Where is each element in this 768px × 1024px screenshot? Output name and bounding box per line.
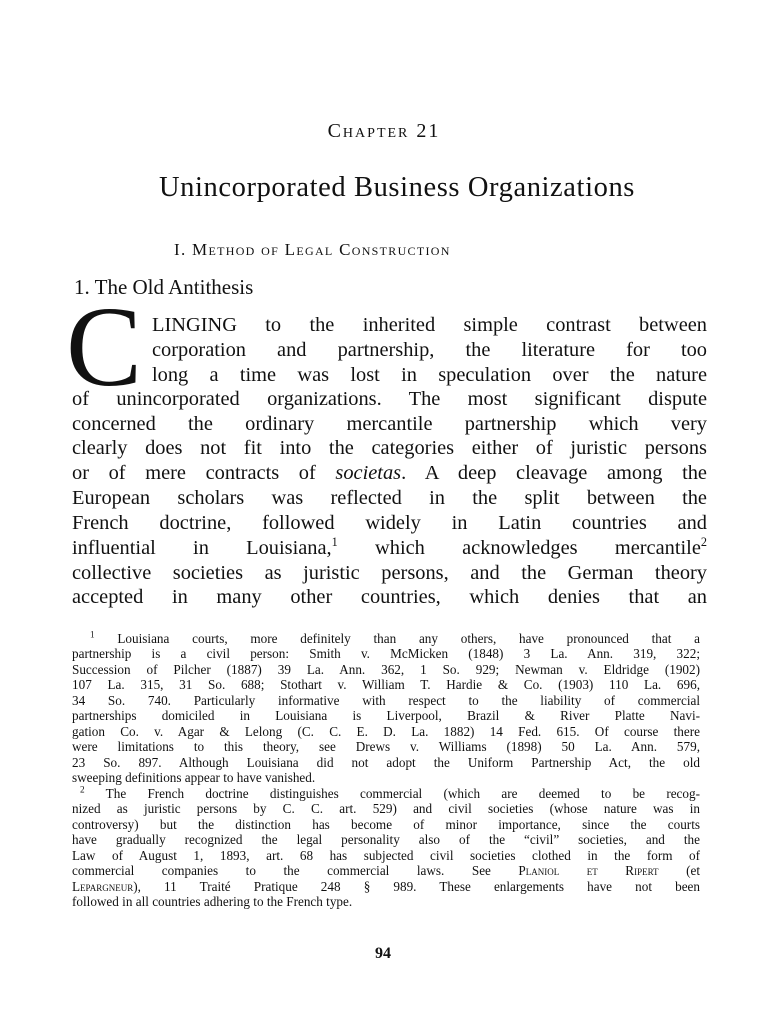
body-line: long a time was lost in speculation over the nature xyxy=(152,364,707,386)
footnote-line xyxy=(80,786,700,802)
footnote-line: Law of August 1, 1893, art. 68 has subjected civil societies clothed in the form of xyxy=(72,848,700,863)
footnote-line: partnership is a civil person: Smith v. McMicken (1848) 3 La. Ann. 319, 322; xyxy=(72,646,700,661)
body-line: concerned the ordinary mercantile partnership which very xyxy=(72,413,707,435)
body-line-text: . A deep cleavage among the xyxy=(401,462,707,484)
body-line xyxy=(72,461,707,486)
body-line-text: which acknowledges mercantile xyxy=(337,537,701,559)
footnote-ref: 1 xyxy=(331,535,338,550)
footnote-line: followed in all countries adhering to the French type. xyxy=(72,894,353,909)
body-line: collective societies as juristic persons, and the German theory xyxy=(72,562,707,584)
footnote-text: (et xyxy=(658,863,700,878)
footnote-line: 107 La. 315, 31 So. 688; Stothart v. William T. Hardie & Co. (1903) 110 La. 696, xyxy=(72,677,700,692)
footnote-text: The French doctrine distinguishes commercial (which are deemed to be recog- xyxy=(105,786,700,801)
body-line: LINGING to the inherited simple contrast between xyxy=(152,314,707,336)
footnote-line: nized as juristic persons by C. C. art. 529) and civil societies (whose nature was in xyxy=(72,801,700,816)
footnote-text: Louisiana courts, more definitely than any others, have pronounced that a xyxy=(117,631,700,646)
footnote-line xyxy=(72,879,700,895)
subsection-heading: 1. The Old Antithesis xyxy=(74,275,254,299)
body-line: French doctrine, followed widely in Latin countries and xyxy=(72,512,707,534)
footnote-line: gation Co. v. Agar & Lelong (C. C. E. D. La. 1882) 14 Fed. 615. Of course there xyxy=(72,724,700,739)
footnote-line: 34 So. 740. Particularly informative with respect to the liability of commercial xyxy=(72,693,700,708)
footnote-line: controversy) but the distinction has become of minor importance, since the courts xyxy=(72,817,700,832)
body-line-text: or of mere contracts of xyxy=(72,462,336,484)
footnote-authors: Planiol et Ripert xyxy=(518,863,659,878)
footnote-line xyxy=(72,863,700,879)
body-line-text: influential in Louisiana, xyxy=(72,537,332,559)
footnote-line xyxy=(90,631,700,647)
footnote-text: ), 11 Traité Pratique 248 § 989. These enlargements have not been xyxy=(133,879,700,894)
footnote-line: Succession of Pilcher (1887) 39 La. Ann. 362, 1 So. 929; Newman v. Eldridge (1902) xyxy=(72,662,700,677)
page-number: 94 xyxy=(375,945,391,962)
chapter-label: Chapter 21 xyxy=(327,120,441,142)
footnote-line: 23 So. 897. Although Louisiana did not adopt the Uniform Partnership Act, the old xyxy=(72,755,700,770)
body-line: of unincorporated organizations. The most significant dispute xyxy=(72,388,707,410)
body-line: accepted in many other countries, which denies that an xyxy=(72,586,707,608)
footnote-line: sweeping definitions appear to have vanished. xyxy=(72,770,316,785)
body-line: European scholars was reflected in the split between the xyxy=(72,487,707,509)
footnote-author: Lepargneur xyxy=(72,879,134,894)
footnote-line: have gradually recognized the legal personality also of the “civil” societies, and the xyxy=(72,832,700,847)
footnote-text: commercial companies to the commercial laws. See xyxy=(72,863,519,878)
chapter-title: Unincorporated Business Organizations xyxy=(158,172,635,203)
drop-cap: C xyxy=(66,283,143,410)
section-heading: I. Method of Legal Construction xyxy=(174,240,451,259)
footnote-ref: 2 xyxy=(700,535,707,550)
footnote-number: 2 xyxy=(80,784,85,795)
footnote-line: partnerships domiciled in Louisiana is Liverpool, Brazil & River Platte Navi- xyxy=(72,708,700,723)
footnote-line: were limitations to this theory, see Drews v. Williams (1898) 50 La. Ann. 579, xyxy=(72,739,700,754)
body-line: corporation and partnership, the literature for too xyxy=(152,339,707,361)
footnote-number: 1 xyxy=(90,629,95,640)
italic-term: societas xyxy=(335,462,402,484)
body-line xyxy=(72,536,707,561)
body-line: clearly does not fit into the categories either of juristic persons xyxy=(72,437,707,459)
